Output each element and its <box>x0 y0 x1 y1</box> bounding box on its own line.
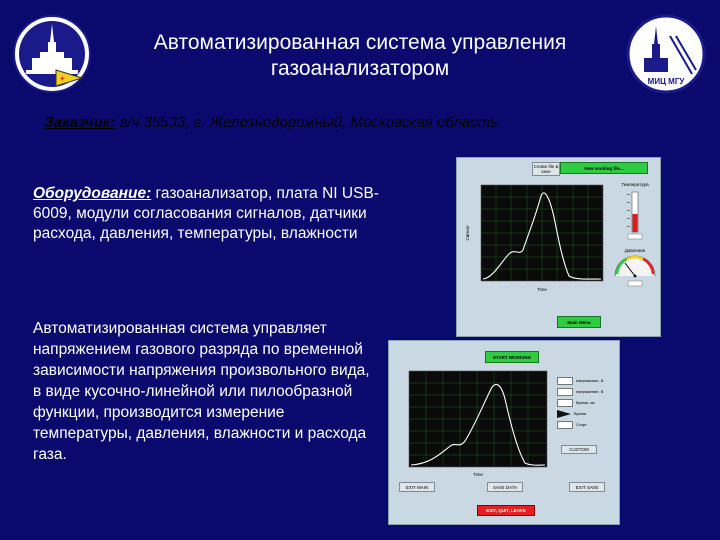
panel2-right-button[interactable]: EXIT SAVE <box>569 482 605 492</box>
gauge-label: Давление <box>624 248 646 253</box>
panel2-mid-button[interactable]: SAVE DATA <box>487 482 523 492</box>
screenshot-panel-2 <box>388 340 620 525</box>
main-menu-button[interactable]: Main Menu <box>557 316 601 328</box>
panel2-left-button[interactable]: EXIT MAIN <box>399 482 435 492</box>
start-working-button[interactable]: START WORKING <box>485 351 539 363</box>
field-label: Время, мс <box>576 400 596 405</box>
new-working-file-button[interactable]: New working file... <box>560 162 648 174</box>
slide-title-line2: газоанализатором <box>270 57 450 80</box>
field-row <box>557 397 617 408</box>
panel1-chart <box>463 182 609 294</box>
thermometer-readout <box>628 234 642 239</box>
field-label: напряжение, В <box>576 389 604 394</box>
customer-value: в/ч 35533, г. Железнодорожный, Московская область <box>115 114 498 131</box>
panel1-chart-xlabel: Time <box>537 287 547 292</box>
field-label: Время <box>574 411 587 416</box>
mic-msu-logo-icon <box>626 14 706 94</box>
field-row <box>557 386 617 397</box>
field-input[interactable] <box>557 399 573 407</box>
field-input[interactable] <box>557 377 573 385</box>
gauge-readout <box>628 281 642 286</box>
equipment-label: Оборудование: <box>33 185 152 202</box>
field-input[interactable] <box>557 421 573 429</box>
panel2-chart-xlabel: Time <box>473 472 483 477</box>
right-logo-text: МИЦ МГУ <box>647 77 685 86</box>
custom-button[interactable]: CUSTOM <box>561 445 597 454</box>
pressure-gauge-widget <box>609 246 661 290</box>
field-row <box>557 419 617 430</box>
svg-text:+: + <box>60 74 65 83</box>
slide-title <box>105 30 615 82</box>
panel2-fields <box>557 375 617 430</box>
field-label: Старт <box>576 422 587 427</box>
equipment-text <box>33 184 393 244</box>
customer-text <box>44 114 644 131</box>
thermometer-fill <box>633 214 638 232</box>
description-text: Автоматизированная система управляет напряжением газового разряда по временной зависимости напряжения произвольного вида, в виде кусочно-линейной или пилообразной функции, производится измерение температуры, давления, влажности и расхода газа. <box>33 320 370 463</box>
field-row <box>557 408 617 419</box>
field-row <box>557 375 617 386</box>
create-file-button[interactable]: Create file & save <box>533 164 559 174</box>
panel1-chart-ylabel: Сигнал <box>465 225 470 241</box>
slider-arrow-icon[interactable] <box>557 410 571 418</box>
customer-label: Заказчик: <box>44 114 116 131</box>
field-input[interactable] <box>557 388 573 396</box>
slide-title-line1: Автоматизированная система управления <box>153 31 567 54</box>
thermometer-label: Температура <box>621 182 649 187</box>
panel2-chart <box>395 369 549 479</box>
exit-quit-leave-button[interactable]: EXIT, QUIT, LEAVE <box>477 505 535 516</box>
msu-logo-icon <box>12 14 92 94</box>
thermometer-widget <box>613 180 659 240</box>
screenshot-panel-1 <box>456 157 661 337</box>
equipment-value: газоанализатор, плата NI USB-6009, модули согласования сигналов, датчики расхода, давления, температуры, влажности <box>33 185 379 242</box>
field-label: напряжение, В <box>576 378 604 383</box>
